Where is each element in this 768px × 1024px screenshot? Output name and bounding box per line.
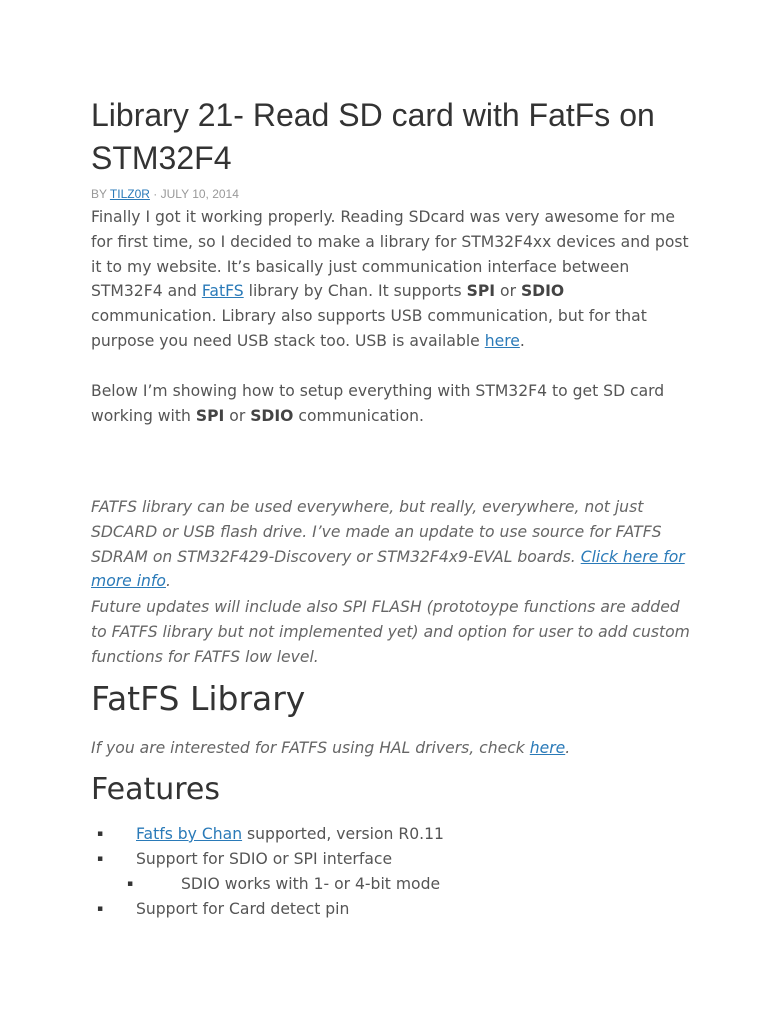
intro-text-1: Finally I got it working properly. Reading SDcard was very awesome for me for first time, so I decided to make a library for STM32F4xx devices and post it to my website. It’s basically just communication interface between STM32F4 and [91, 208, 689, 301]
intro-text-4: communication. Library also supports USB communication, but for that purpose you need USB stack too. USB is available [91, 307, 647, 350]
hal-drivers-note [91, 736, 691, 761]
features-heading: Features [91, 772, 220, 807]
fatfs-library-heading: FatFS Library [91, 679, 306, 718]
article-title: Library 21- Read SD card with FatFs on STM32F4 [91, 97, 655, 176]
fatfs-by-chan-link[interactable]: Fatfs by Chan [136, 825, 243, 843]
sdram-note [91, 495, 691, 594]
sdram-note-end: . [165, 572, 171, 591]
bullet-icon: ▪ [97, 904, 104, 914]
usb-here-link[interactable]: here [484, 331, 520, 350]
bullet-icon: ▪ [97, 854, 104, 864]
feature-text-4: Support for Card detect pin [136, 900, 350, 918]
feature-text-1: supported, version R0.11 [242, 825, 444, 843]
feature-text-2: Support for SDIO or SPI interface [136, 850, 393, 868]
fatfs-link[interactable]: FatFS [201, 282, 244, 301]
list-item [0, 822, 768, 847]
spi-bold: SPI [466, 282, 496, 301]
future-updates-note: Future updates will include also SPI FLASH (prototoype functions are added to FATFS library but not implemented yet) and option for user to add custom functions for FATFS low level. [91, 598, 690, 666]
list-item [0, 872, 768, 897]
intro-text-5: . [519, 331, 525, 350]
setup-text-3: communication. [293, 406, 424, 425]
feature-text-3: SDIO works with 1- or 4-bit mode [181, 875, 441, 893]
setup-text-2: or [224, 406, 251, 425]
intro-text-2: library by Chan. It supports [243, 282, 467, 301]
list-item-text [136, 822, 444, 847]
meta-by: BY [91, 187, 107, 201]
setup-paragraph [91, 379, 691, 429]
bullet-icon: ▪ [127, 879, 134, 889]
meta-separator: · [153, 187, 158, 201]
setup-text-1: Below I’m showing how to setup everything with STM32F4 to get SD card working with [91, 382, 665, 425]
more-info-link[interactable]: Click here for more info [91, 547, 685, 591]
hal-text: If you are interested for FATFS using HAL drivers, check [91, 739, 530, 757]
sdram-note-text: FATFS library can be used everywhere, but really, everywhere, not just SDCARD or USB flash drive. I’ve made an update to use source for FATFS SDRAM on STM32F429-Discovery or STM32F4x9-EVAL boards. [91, 498, 662, 566]
sdio-bold: SDIO [520, 282, 565, 301]
bullet-icon: ▪ [97, 829, 104, 839]
setup-sdio-bold: SDIO [250, 406, 294, 425]
setup-spi-bold: SPI [195, 406, 225, 425]
author-link[interactable]: TILZ0R [109, 187, 150, 201]
hal-here-link[interactable]: here [529, 739, 566, 757]
intro-paragraph [91, 205, 691, 354]
hal-end: . [565, 739, 571, 757]
article-meta [91, 186, 239, 202]
list-item [0, 847, 768, 872]
intro-text-3: or [495, 282, 521, 301]
post-date: JULY 10, 2014 [160, 187, 239, 201]
list-item [0, 897, 768, 922]
